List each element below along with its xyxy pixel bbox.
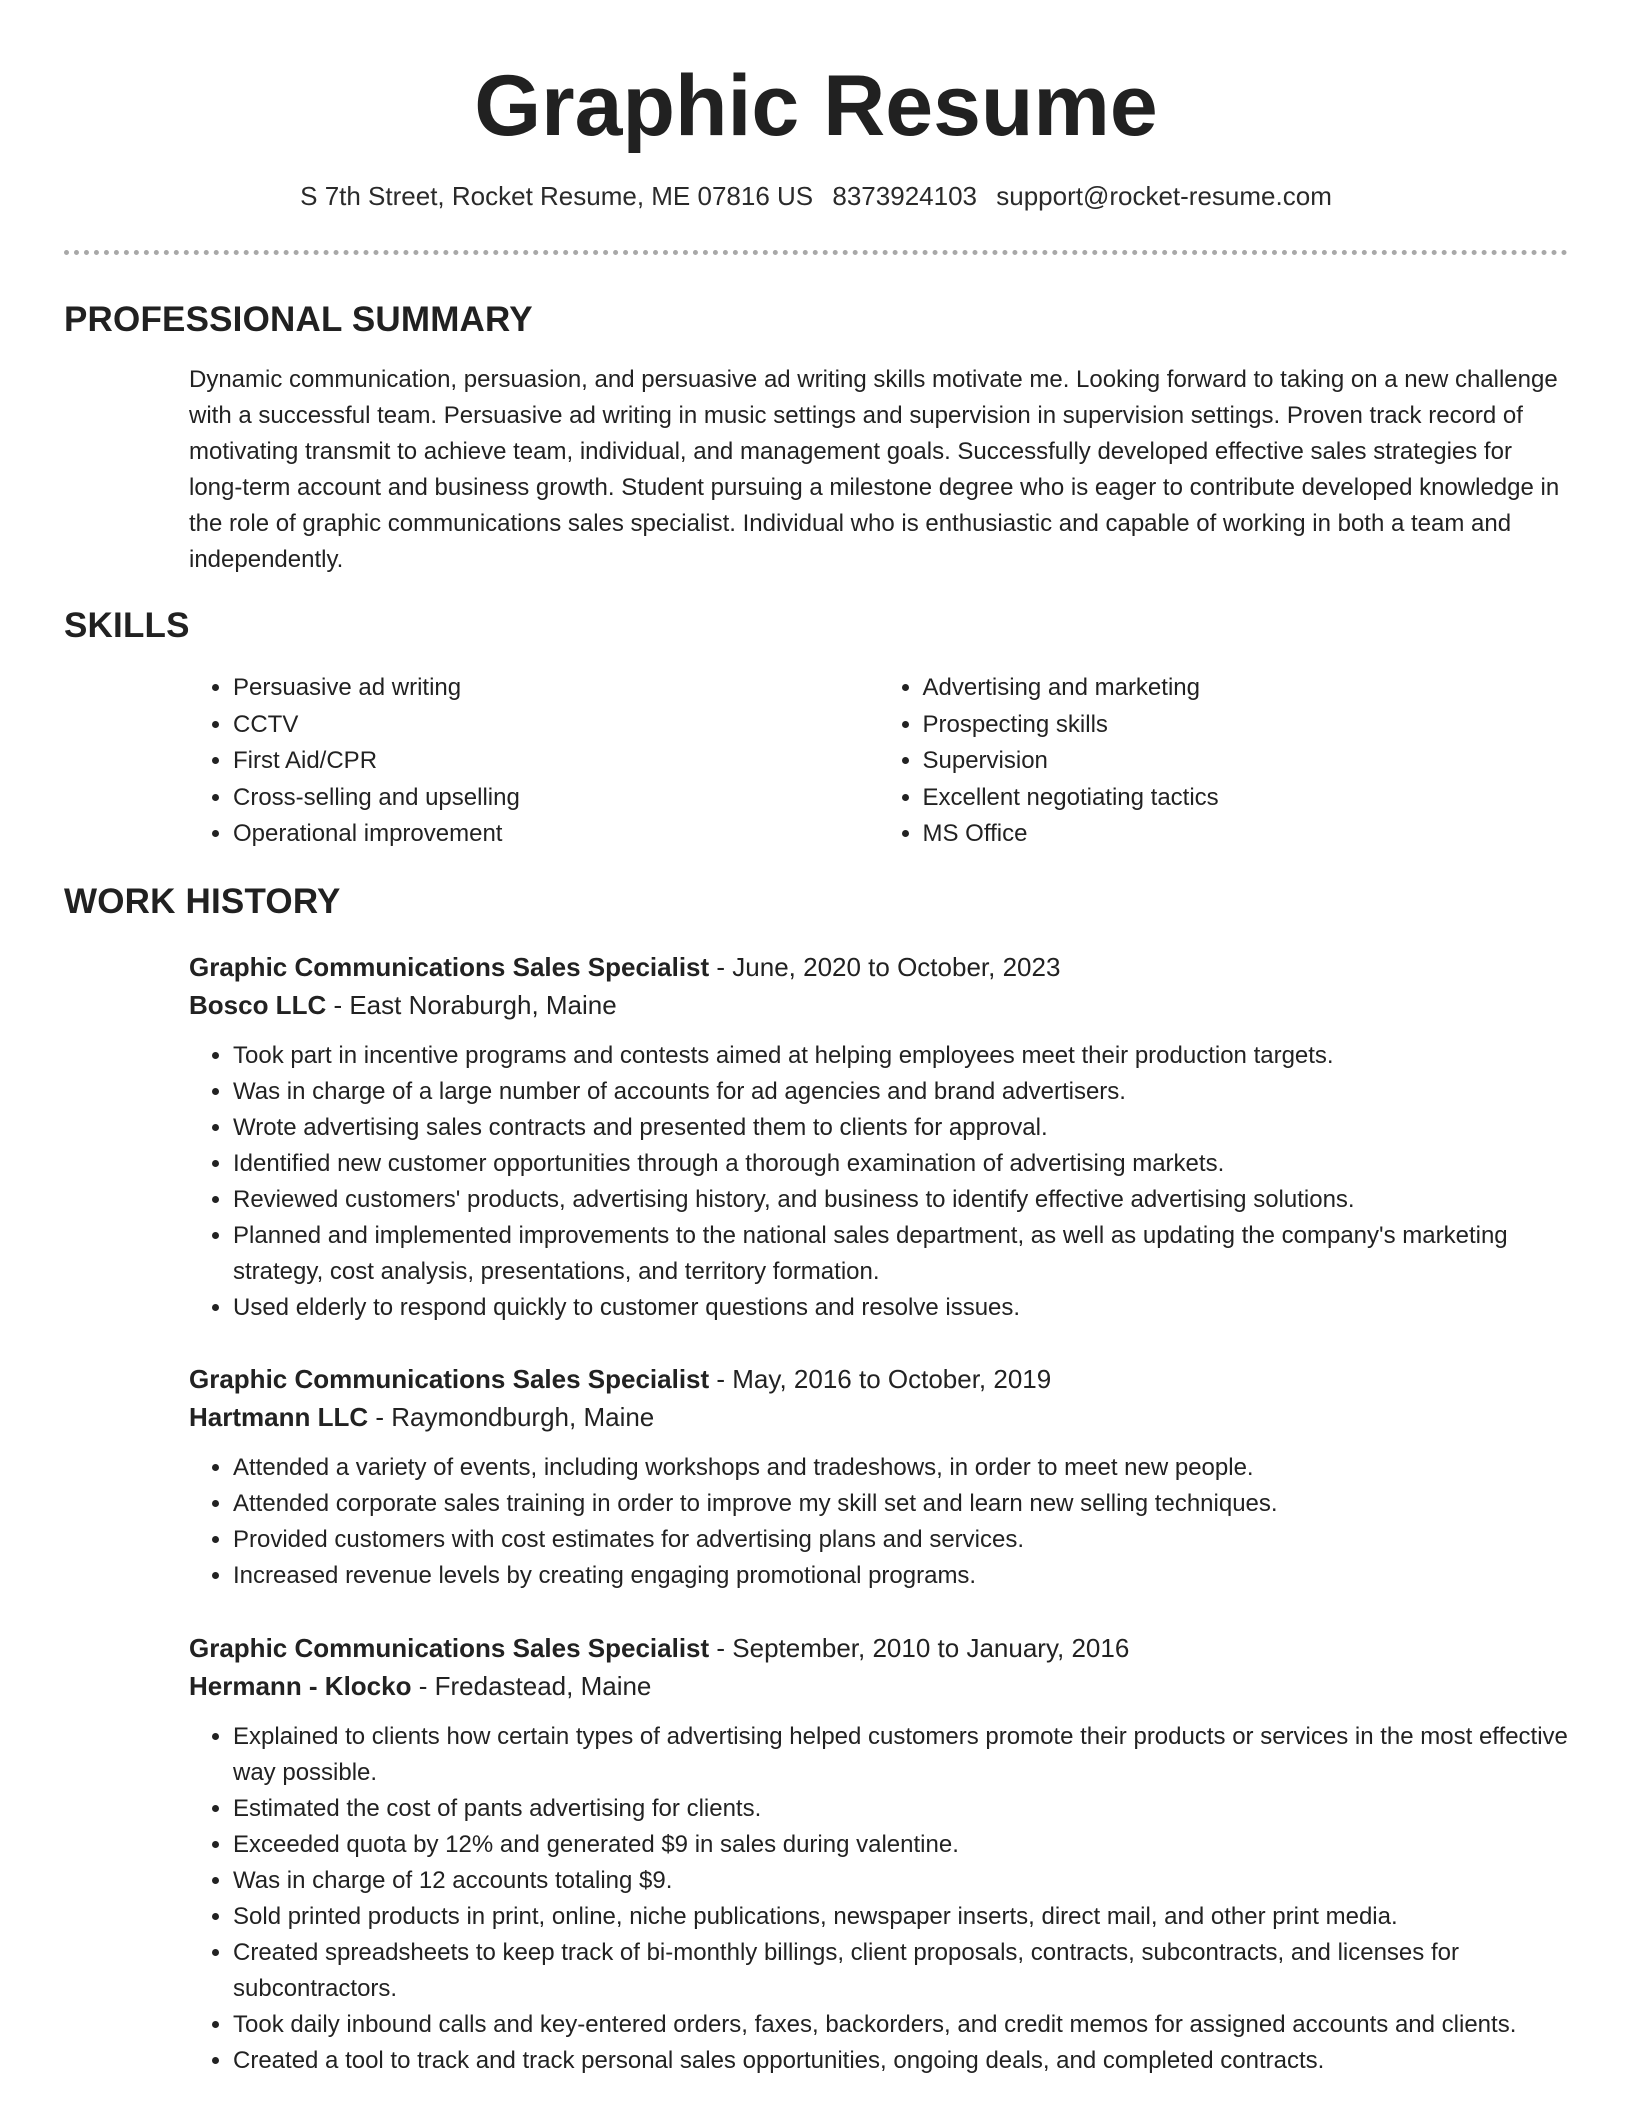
job-bullet: • Identified new customer opportunities through a thorough examination of advertising markets.	[233, 1146, 1568, 1182]
job-company-line	[189, 1398, 1568, 1436]
contact-phone: 8373924103	[832, 181, 977, 211]
job-bullet: • Was in charge of a large number of accounts for ad agencies and brand advertisers.	[233, 1074, 1568, 1110]
header-divider	[64, 250, 1568, 255]
job-bullet: • Planned and implemented improvements to the national sales department, as well as updating the company's marketing strategy, cost analysis, presentations, and territory formation.	[233, 1218, 1568, 1290]
job-bullet: • Created a tool to track and track personal sales opportunities, ongoing deals, and completed contracts.	[233, 2043, 1568, 2079]
job-bullet: • Attended a variety of events, including workshops and tradeshows, in order to meet new people.	[233, 1450, 1568, 1486]
job-title-line	[189, 948, 1568, 986]
skill-item: • Supervision	[923, 743, 1569, 780]
job-bullet: • Sold printed products in print, online, niche publications, newspaper inserts, direct mail, and other print media.	[233, 1899, 1568, 1935]
contact-address: S 7th Street, Rocket Resume, ME 07816 US	[300, 181, 814, 211]
job-company: Hartmann LLC	[189, 1402, 369, 1432]
job-bullet: • Increased revenue levels by creating engaging promotional programs.	[233, 1558, 1568, 1594]
skills-list	[189, 670, 1568, 853]
job-company: Hermann - Klocko	[189, 1671, 412, 1701]
job-location: - East Noraburgh, Maine	[326, 990, 617, 1020]
contact-email[interactable]: support@rocket-resume.com	[996, 181, 1332, 211]
job-bullet: • Took daily inbound calls and key-entered orders, faxes, backorders, and credit memos for assigned accounts and clients.	[233, 2007, 1568, 2043]
job-bullets	[189, 1038, 1568, 1326]
job-bullet: • Explained to clients how certain types of advertising helped customers promote their products or services in the most effective way possible.	[233, 1719, 1568, 1791]
job-company: Bosco LLC	[189, 990, 327, 1020]
job-bullet: • Was in charge of 12 accounts totaling $9.	[233, 1863, 1568, 1899]
skill-item: • Prospecting skills	[923, 707, 1569, 744]
job-bullets	[189, 1450, 1568, 1594]
skill-item: • Operational improvement	[233, 816, 879, 853]
job-company-line	[189, 986, 1568, 1024]
skill-item: • Advertising and marketing	[923, 670, 1569, 707]
skill-item: • CCTV	[233, 707, 879, 744]
skill-item: • First Aid/CPR	[233, 743, 879, 780]
job-location: - Fredastead, Maine	[411, 1671, 652, 1701]
contact-line	[0, 178, 1632, 214]
resume-name: Graphic Resume	[474, 58, 1158, 154]
job-bullet: • Exceeded quota by 12% and generated $9 in sales during valentine.	[233, 1827, 1568, 1863]
job-title: Graphic Communications Sales Specialist	[189, 1633, 710, 1663]
job-bullets	[189, 1719, 1568, 2079]
skill-item: • Cross-selling and upselling	[233, 780, 879, 817]
job-company-line	[189, 1667, 1568, 1705]
skill-item: • MS Office	[923, 816, 1569, 853]
job-title: Graphic Communications Sales Specialist	[189, 1364, 710, 1394]
skills-column-right	[879, 670, 1569, 853]
job-dates: - June, 2020 to October, 2023	[709, 952, 1061, 982]
summary-section	[189, 362, 1568, 578]
skills-column-left	[189, 670, 879, 853]
job-dates: - May, 2016 to October, 2019	[709, 1364, 1052, 1394]
summary-text: Dynamic communication, persuasion, and persuasive ad writing skills motivate me. Looking forward to taking on a new challenge with a successful team. Persuasive ad writing in music settings and supervision in supervision settings. Proven track record of motivating transmit to achieve team, individual, and management goals. Successfully developed effective sales strategies for long-term account and business growth. Student pursuing a milestone degree who is eager to contribute developed knowledge in the role of graphic communications sales specialist. Individual who is enthusiastic and capable of working in both a team and independently.	[189, 366, 1560, 573]
job-bullet: • Attended corporate sales training in order to improve my skill set and learn new selling techniques.	[233, 1486, 1568, 1522]
job-entry	[189, 1629, 1568, 2079]
job-dates: - September, 2010 to January, 2016	[709, 1633, 1130, 1663]
skills-heading: SKILLS	[64, 606, 190, 645]
job-location: - Raymondburgh, Maine	[368, 1402, 655, 1432]
job-bullet: • Provided customers with cost estimates for advertising plans and services.	[233, 1522, 1568, 1558]
skill-item: • Persuasive ad writing	[233, 670, 879, 707]
job-bullet: • Created spreadsheets to keep track of bi-monthly billings, client proposals, contracts, subcontracts, and licenses for subcontractors.	[233, 1935, 1568, 2007]
summary-heading: PROFESSIONAL SUMMARY	[64, 300, 533, 339]
job-bullet: • Reviewed customers' products, advertising history, and business to identify effective advertising solutions.	[233, 1182, 1568, 1218]
job-bullet: • Used elderly to respond quickly to customer questions and resolve issues.	[233, 1290, 1568, 1326]
job-title-line	[189, 1629, 1568, 1667]
work-heading: WORK HISTORY	[64, 882, 341, 921]
job-bullet: • Wrote advertising sales contracts and presented them to clients for approval.	[233, 1110, 1568, 1146]
job-title-line	[189, 1360, 1568, 1398]
job-bullet: • Estimated the cost of pants advertising for clients.	[233, 1791, 1568, 1827]
job-entry	[189, 948, 1568, 1326]
job-title: Graphic Communications Sales Specialist	[189, 952, 710, 982]
job-entry	[189, 1360, 1568, 1594]
job-bullet: • Took part in incentive programs and contests aimed at helping employees meet their production targets.	[233, 1038, 1568, 1074]
skill-item: • Excellent negotiating tactics	[923, 780, 1569, 817]
